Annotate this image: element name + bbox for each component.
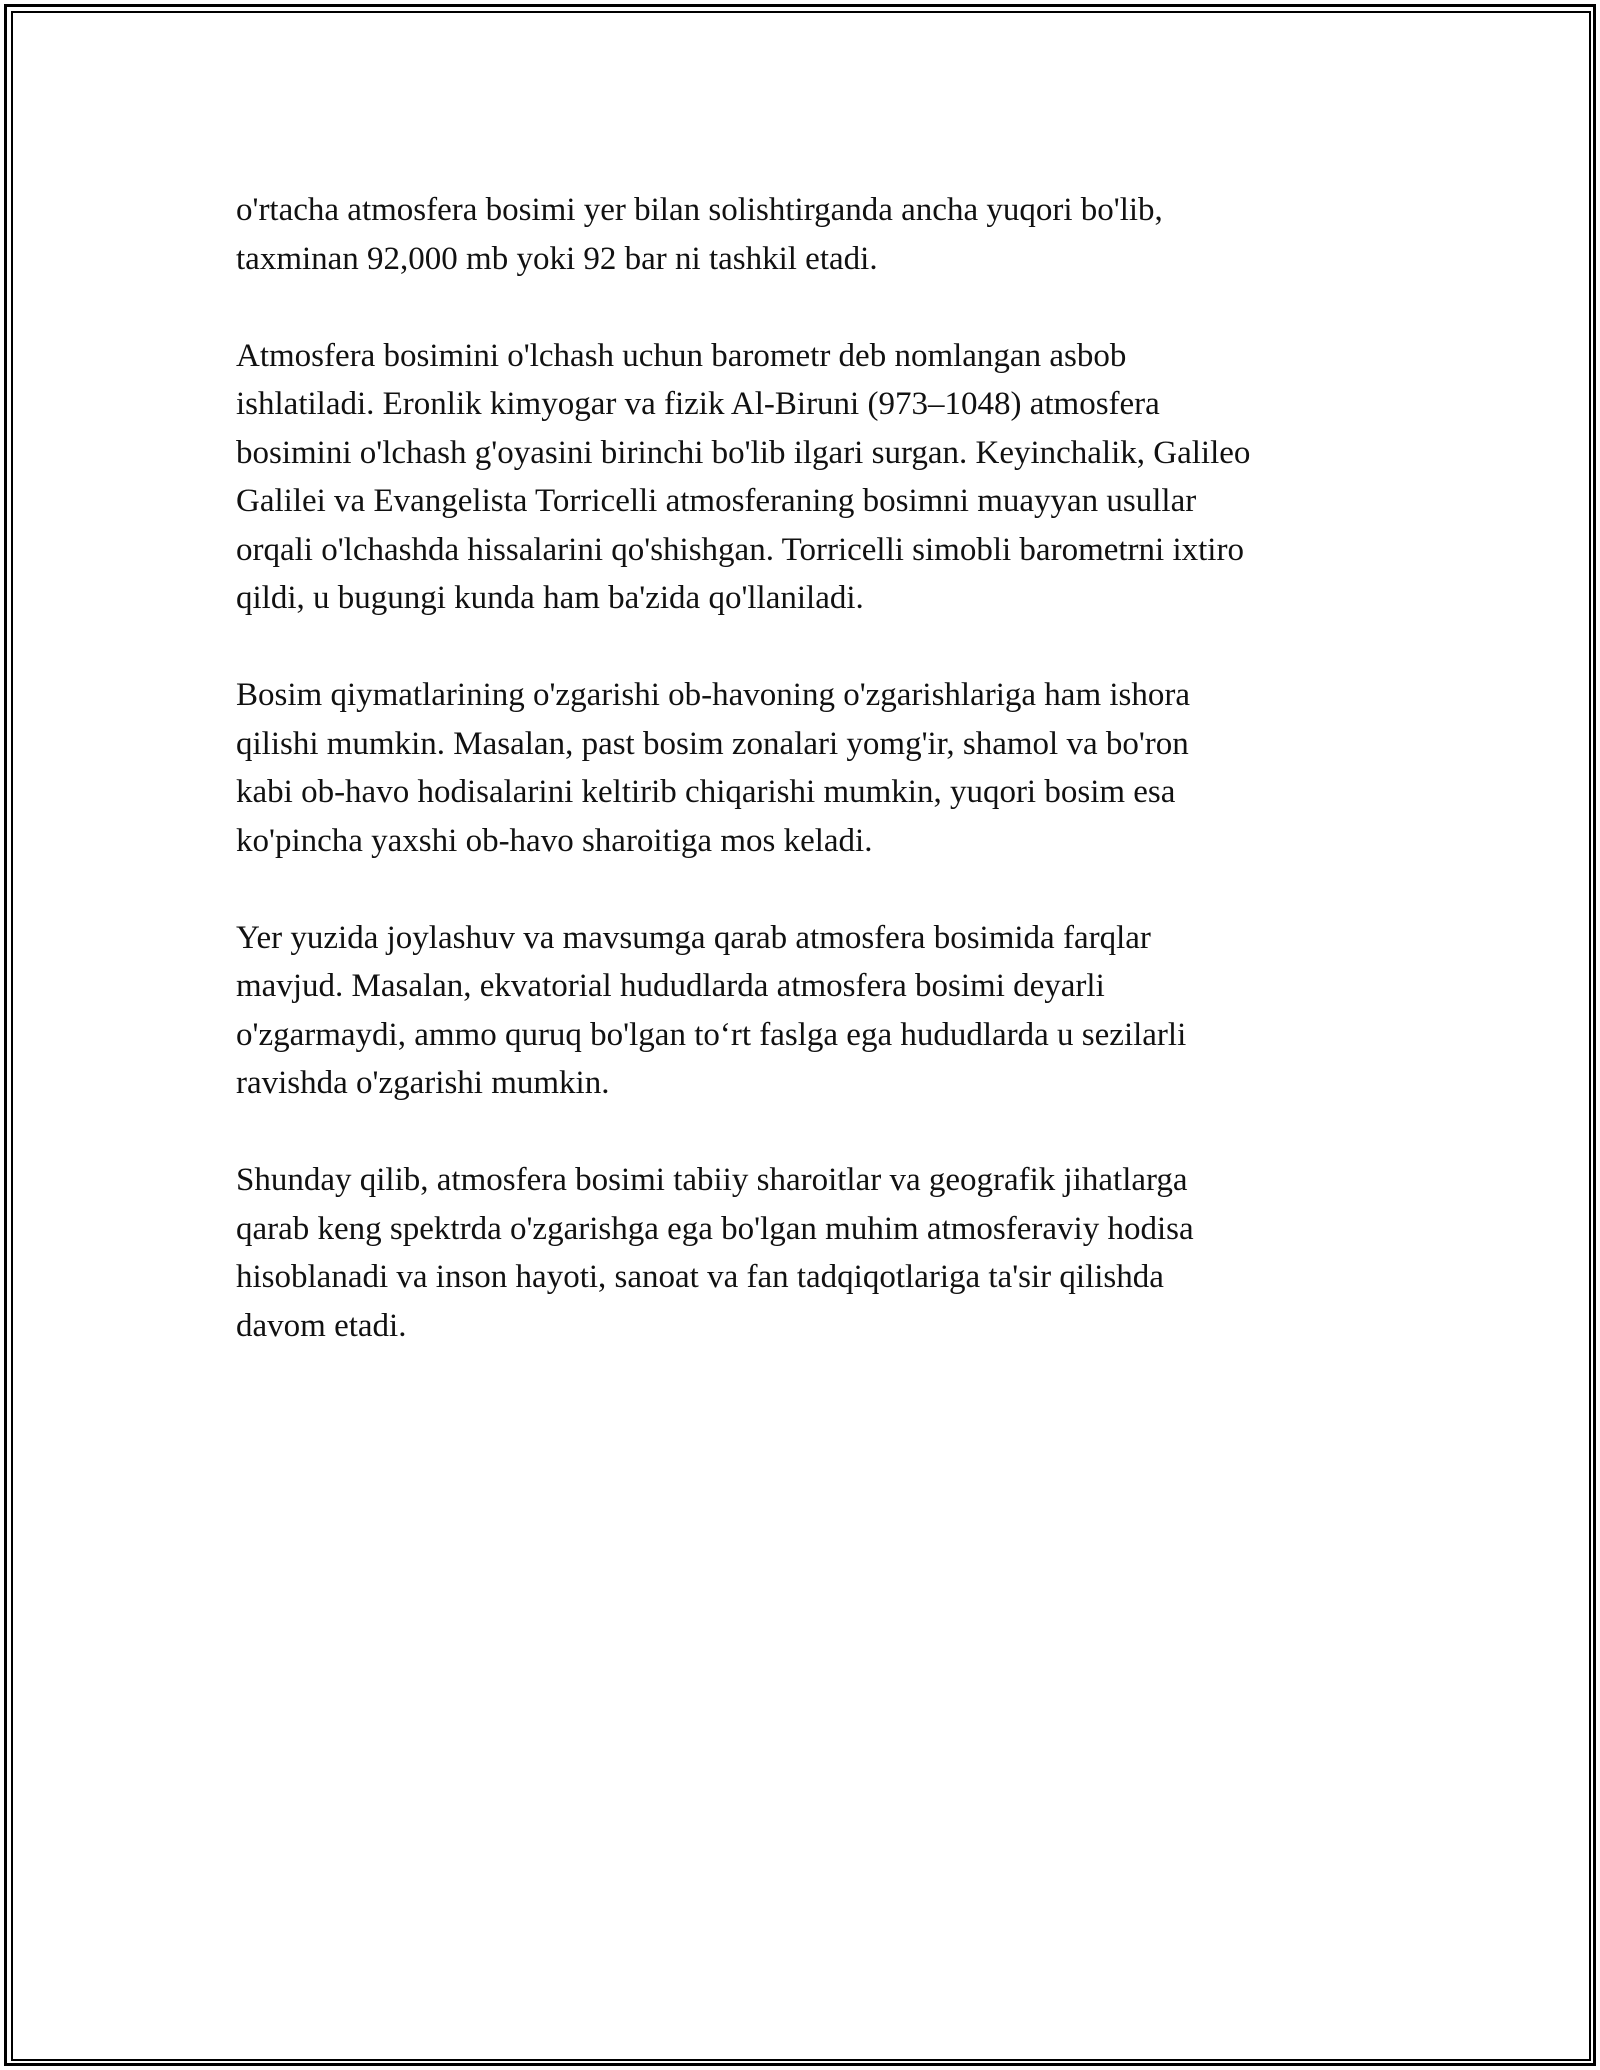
paragraph-4: Yer yuzida joylashuv va mavsumga qarab atmosfera bosimida farqlar mavjud. Masalan, ekvatorial hududlarda atmosfera bosimi deyarli o'zgarmaydi, ammo quruq bo'lgan to‘rt faslga ega hududlarda u sezilarli ravishda o'zgarishi mumkin. — [236, 919, 1187, 1101]
paragraph-5: Shunday qilib, atmosfera bosimi tabiiy sharoitlar va geografik jihatlarga qarab keng spektrda o'zgarishga ega bo'lgan muhim atmosferaviy hodisa hisoblanadi va inson hayoti, sanoat va fan tadqiqotlariga ta'sir qilishda davom etadi. — [236, 1162, 1194, 1344]
document-body — [236, 186, 1386, 1399]
paragraph-1: o'rtacha atmosfera bosimi yer bilan solishtirganda ancha yuqori bo'lib, taxminan 92,000 mb yoki 92 bar ni tashkil etadi. — [236, 192, 1163, 277]
paragraph-3: Bosim qiymatlarining o'zgarishi ob-havoning o'zgarishlariga ham ishora qilishi mumkin. Masalan, past bosim zonalari yomg'ir, shamol va bo'ron kabi ob-havo hodisalarini keltirib chiqarishi mumkin, yuqori bosim esa ko'pincha yaxshi ob-havo sharoitiga mos keladi. — [236, 677, 1191, 859]
paragraph-2: Atmosfera bosimini o'lchash uchun barometr deb nomlangan asbob ishlatiladi. Eronlik kimyogar va fizik Al-Biruni (973–1048) atmosfera bosimini o'lchash g'oyasini birinchi bo'lib ilgari surgan. Keyinchalik, Galileo Galilei va Evangelista Torricelli atmosferaning bosimni muayyan usullar orqali o'lchashda hissalarini qo'shishgan. Torricelli simobli barometrni ixtiro qildi, u bugungi kunda ham ba'zida qo'llaniladi. — [236, 337, 1251, 616]
